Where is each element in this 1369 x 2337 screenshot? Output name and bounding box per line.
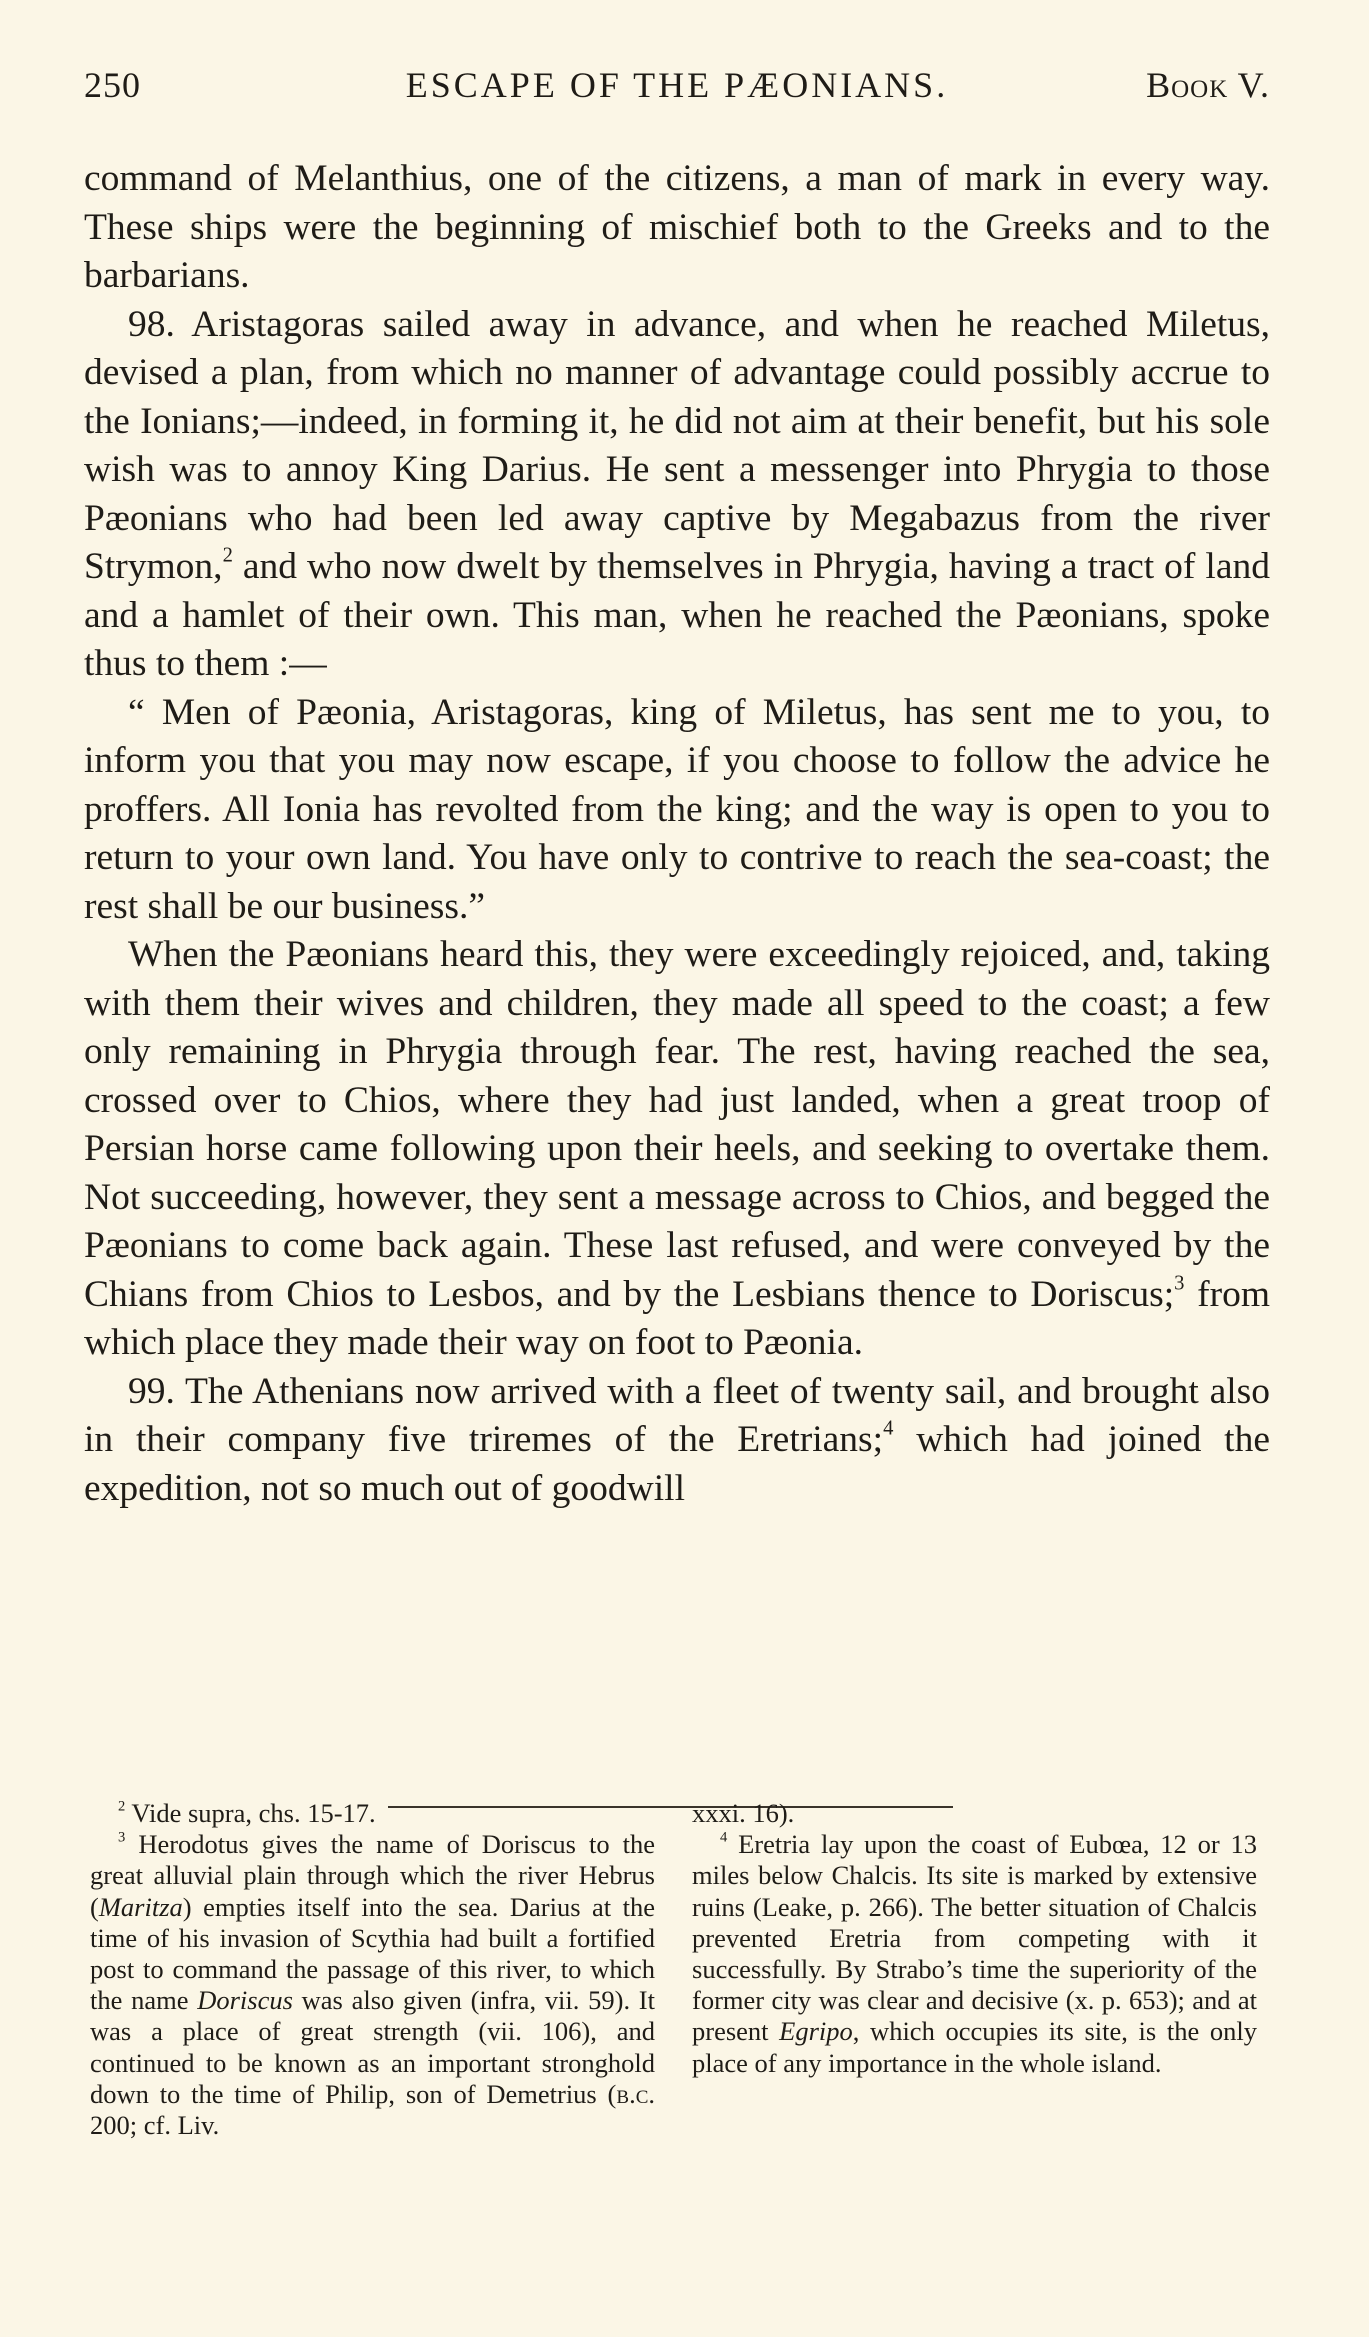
footnote-4-text-b: , which occupies its site, is the only place of any importance in the whole island. bbox=[692, 2016, 1257, 2078]
book-label: Book V. bbox=[1146, 65, 1270, 105]
paragraph-1: command of Melanthius, one of the citizens, a man of mark in every way. These ships were the beginning of mischief both to the Greeks and to the barbarians. bbox=[84, 158, 1270, 296]
paragraph-98 bbox=[84, 301, 1270, 689]
footnote-3-maritza: Maritza bbox=[98, 1891, 183, 1922]
paragraph-escape bbox=[84, 931, 1270, 1368]
footnote-3-continued: xxxi. 16). bbox=[692, 1798, 795, 1828]
running-header bbox=[84, 64, 1270, 114]
paragraph-98-text-b: and who now dwelt by themselves in Phrygia, having a tract of land and a hamlet of their own. This man, when he reached the Pæonians, spoke thus to them :— bbox=[84, 546, 1270, 684]
page-number: 250 bbox=[84, 65, 141, 105]
footnote-2 bbox=[90, 1798, 655, 1829]
footnote-4-egripo: Egripo bbox=[779, 2016, 853, 2047]
footnote-4-mark: 4 bbox=[720, 1829, 728, 1846]
footnote-3-doriscus: Doriscus bbox=[197, 1985, 293, 2016]
footnote-4-text-a: Eretria lay upon the coast of Eubœa, 12 or 13 miles below Chalcis. Its site is marked by extensive ruins (Leake, p. 266). The better situation of Chalcis prevented Eretria from competing with it successfully. By Strabo’s time the superiority of the former city was clear and decisive (x. p. 653); and at present bbox=[692, 1829, 1257, 2047]
paragraph-99 bbox=[84, 1368, 1270, 1514]
footnote-4 bbox=[692, 1829, 1257, 2079]
footnote-3-bc: b.c. bbox=[616, 2078, 655, 2109]
paragraph-escape-text-b: from which place they made their way on foot to Pæonia. bbox=[84, 1273, 1270, 1363]
footnote-ref-3: 3 bbox=[1174, 1272, 1185, 1294]
main-text bbox=[84, 155, 1270, 1513]
footnote-3-text-b: ) empties itself into the sea. Darius at the time of his invasion of Scythia had built a fortified post to command the passage of this river, to which the name bbox=[90, 1891, 655, 2016]
footnote-3 bbox=[90, 1829, 655, 2141]
footnote-3-text-c: was also given (infra, vii. 59). It was a place of great strength (vii. 106), and continued to be known as an important stronghold down to the time of Philip, son of Demetrius ( bbox=[90, 1985, 655, 2109]
paragraph-98-text-a: 98. Aristagoras sailed away in advance, and when he reached Miletus, devised a plan, from which no manner of advantage could possibly accrue to the Ionians;—indeed, in forming it, he did not aim at their benefit, but his sole wish was to annoy King Darius. He sent a messenger into Phrygia to those Pæonians who had been led away captive by Megabazus from the river Strymon, bbox=[84, 303, 1270, 587]
footnote-ref-2: 2 bbox=[222, 544, 233, 567]
footnote-column-left bbox=[90, 1798, 655, 2141]
footnote-2-text: Vide supra, chs. 15-17. bbox=[125, 1798, 376, 1828]
paragraph-speech: “ Men of Pæonia, Aristagoras, king of Miletus, has sent me to you, to inform you that you may now escape, if you choose to follow the advice he proffers. All Ionia has revolted from the king; and the way is open to you to return to your own land. You have only to contrive to reach the sea-coast; the rest shall be our business.” bbox=[84, 691, 1270, 927]
footnote-3-mark: 3 bbox=[118, 1829, 126, 1846]
paragraph-99-text-b: which had joined the expedition, not so much out of goodwill bbox=[84, 1419, 1270, 1509]
footnote-2-mark: 2 bbox=[118, 1798, 126, 1815]
paragraph-99-text-a: 99. The Athenians now arrived with a fleet of twenty sail, and brought also in their company five triremes of the Eretrians; bbox=[84, 1370, 1270, 1460]
footnote-3-text-d: 200; cf. Liv. bbox=[90, 2110, 220, 2141]
footnote-3-text-a: Herodotus gives the name of Doriscus to the great alluvial plain through which the river Hebrus ( bbox=[90, 1829, 655, 1922]
footnote-column-right bbox=[692, 1798, 1257, 2079]
paragraph-escape-text-a: When the Pæonians heard this, they were exceedingly rejoiced, and, taking with them their wives and children, they made all speed to the coast; a few only remaining in Phrygia through fear. The rest, having reached the sea, crossed over to Chios, where they had just landed, when a great troop of Persian horse came following upon their heels, and seeking to overtake them. Not succeeding, however, they sent a message across to Chios, and begged the Pæonians to come back again. These last refused, and were conveyed by the Chians from Chios to Lesbos, and by the Lesbians thence to Doriscus; bbox=[84, 934, 1270, 1315]
footnote-ref-4: 4 bbox=[883, 1417, 894, 1440]
running-title: ESCAPE OF THE PÆONIANS. bbox=[405, 65, 949, 105]
